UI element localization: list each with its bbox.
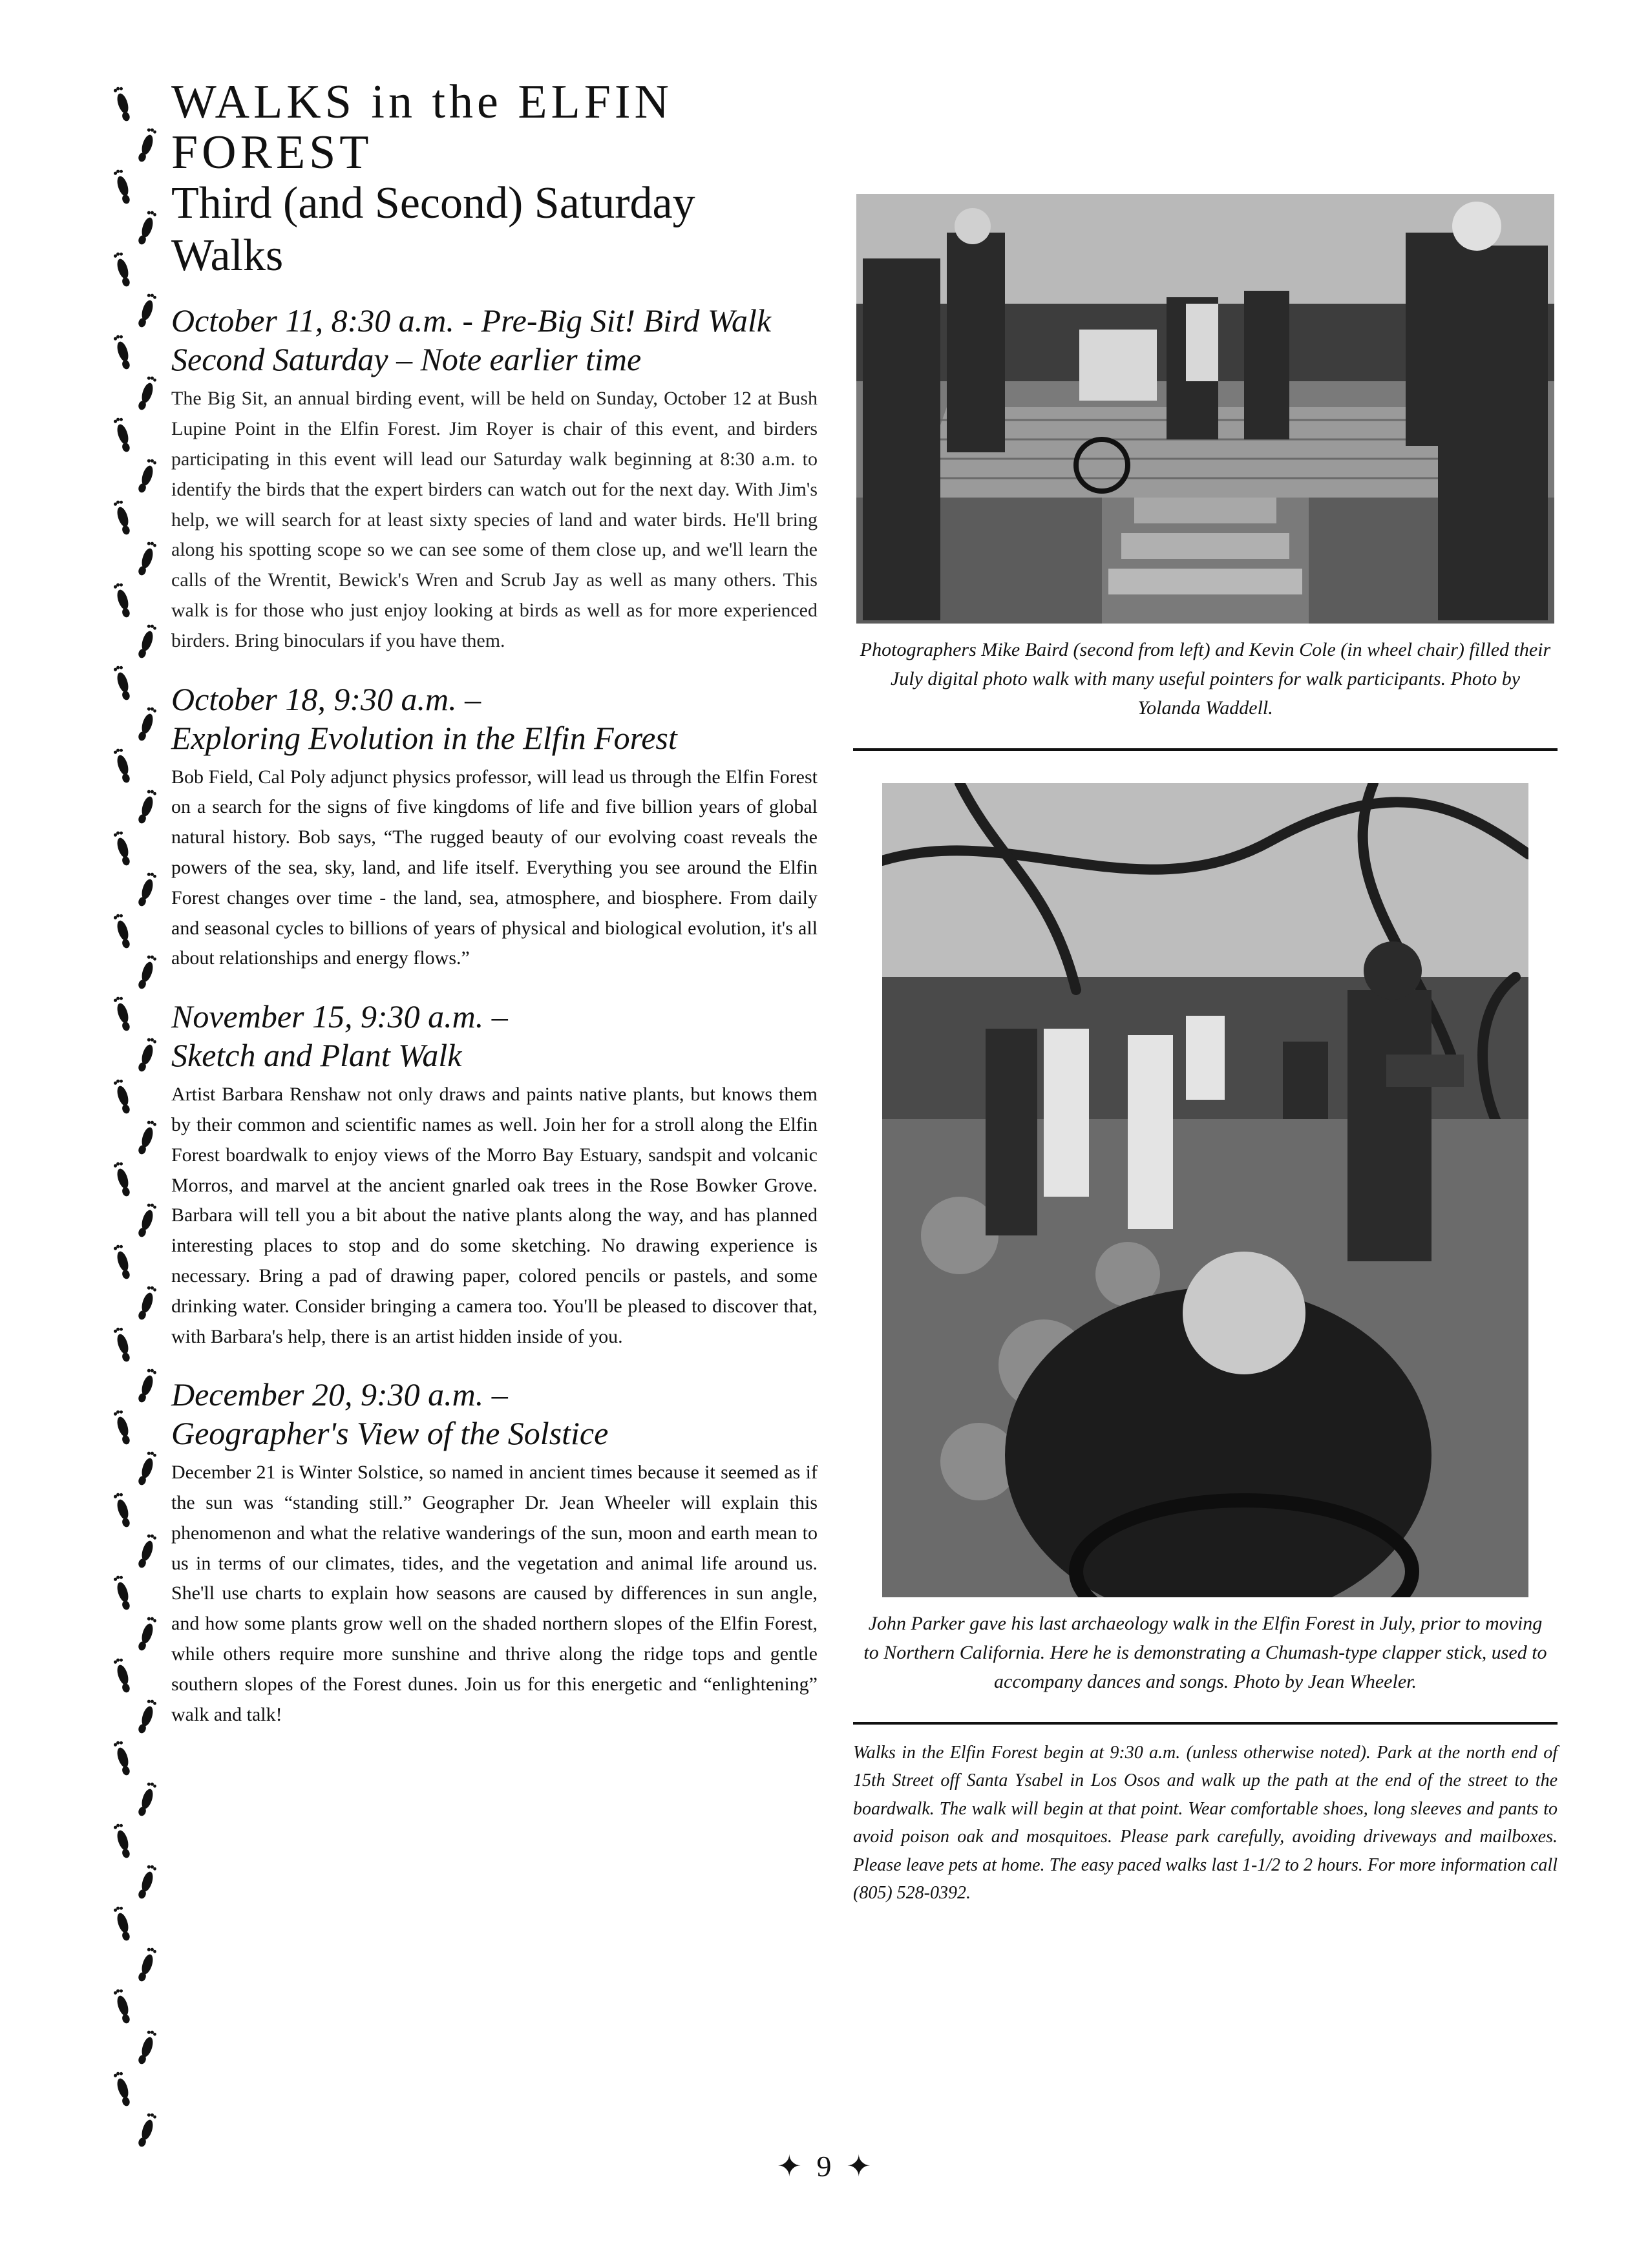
walk-heading: November 15, 9:30 a.m. –	[171, 998, 508, 1035]
walk-entry	[171, 1375, 818, 1730]
walk-description: December 21 is Winter Solstice, so named in ancient times because it seemed as if the sun was “standing still.” Geographer Dr. Jean Wheeler will explain this phenomenon and what the relative wanderings of the sun, moon and earth mean to us in terms of our climates, tides, and the vegetation and animal life around us. She'll use charts to explain how seasons are caused by differences in sun angle, and how some plants grow well on the shaded northern slopes of the Elfin Forest, while others require more sunshine and thrive along the ridge tops and gentle southern slopes of the Forest dunes. Join us for this energetic and “enlightening” walk and talk!	[171, 1462, 818, 1725]
archaeology-walk-photo	[882, 783, 1528, 1597]
walk-description: Bob Field, Cal Poly adjunct physics professor, will lead us through the Elfin Forest on a search for the signs of five kingdoms of life and five billion years of global natural history. Bob says, “The rugged beauty of our evolving coast reveals the powers of the sea, sky, land, and life itself. Everything you see around the Elfin Forest changes over time - the land, sea, atmosphere, and biosphere. From daily and seasonal cycles to billions of years of physical and biological evolution, it's all about relationships and energy flows.”	[171, 766, 818, 969]
walk-heading: October 18, 9:30 a.m. –	[171, 680, 481, 717]
walk-entry	[171, 680, 818, 974]
walk-heading: December 20, 9:30 a.m. –	[171, 1376, 508, 1413]
walk-subheading: Sketch and Plant Walk	[171, 1037, 462, 1074]
footprints-border-icon	[97, 78, 174, 2171]
walk-heading: October 11, 8:30 a.m. - Pre-Big Sit! Bird Walk	[171, 302, 772, 339]
walk-description: The Big Sit, an annual birding event, will be held on Sunday, October 12 at Bush Lupine Point in the Elfin Forest. Jim Royer is chair of this event, and birders participating in this event will lead our Saturday walk beginning at 8:30 a.m. to identify the birds that the expert birders can watch out for the next day. With Jim's help, we will search for at least sixty species of land and water birds. He'll bring along his spotting scope so we can see some of them close up, and we'll learn the calls of the Wrentit, Bewick's Wren and Scrub Jay as well as many others. This walk is for those who just enjoy looking at birds as well as for more experienced birders. Bring binoculars if you have them.	[171, 388, 818, 651]
photos-column	[853, 194, 1558, 1907]
page-number-value: 9	[816, 2150, 832, 2183]
divider	[853, 748, 1558, 751]
masthead-title: WALKS in the ELFIN FOREST	[171, 76, 673, 179]
walk-entry	[171, 997, 818, 1352]
page-number	[743, 2148, 905, 2183]
walk-entry	[171, 301, 818, 656]
boardwalk-photo	[856, 194, 1554, 624]
walk-subheading: Geographer's View of the Solstice	[171, 1415, 609, 1452]
star-ornament-icon: ✦	[846, 2150, 872, 2183]
photo-caption: John Parker gave his last archaeology walk in the Elfin Forest in July, prior to moving to Northern California. Here he is demonstrating a Chumash-type clapper stick, used to accompany dances and songs. Photo by Jean Wheeler.	[863, 1613, 1547, 1692]
masthead-subtitle: Third (and Second) Saturday Walks	[171, 178, 695, 280]
divider	[853, 1722, 1558, 1725]
walks-column	[171, 78, 818, 1753]
walk-info-note: Walks in the Elfin Forest begin at 9:30 a.m. (unless otherwise noted). Park at the north end of 15th Street off Santa Ysabel in Los Osos and walk up the path at the end of the street to the boardwalk. The walk will begin at that point. Wear comfortable shoes, long sleeves and pants to avoid poison oak and mosquitoes. Please park carefully, avoiding driveways and mailboxes. Please leave pets at home. The easy paced walks last 1-1/2 to 2 hours. For more information call (805) 528-0392.	[853, 1743, 1558, 1903]
walk-subheading: Second Saturday – Note earlier time	[171, 341, 642, 378]
walk-subheading: Exploring Evolution in the Elfin Forest	[171, 719, 677, 756]
photo-caption: Photographers Mike Baird (second from left) and Kevin Cole (in wheel chair) filled their July digital photo walk with many useful pointers for walk participants. Photo by Yolanda Waddell.	[860, 639, 1551, 719]
walk-description: Artist Barbara Renshaw not only draws and paints native plants, but knows them by their common and scientific names as well. Join her for a stroll along the Elfin Forest boardwalk to enjoy views of the Morro Bay Estuary, sandspit and volcanic Morros, and marvel at the ancient gnarled oak trees in the Rose Bowker Grove. Barbara will tell you a bit about the native plants along the way, and has planned interesting places to stop and do some sketching. No drawing experience is necessary. Bring a pad of drawing paper, colored pencils or pastels, and some drinking water. Consider bringing a camera too. You'll be pleased to discover that, with Barbara's help, there is an artist hidden inside of you.	[171, 1084, 818, 1347]
star-ornament-icon: ✦	[776, 2150, 802, 2183]
